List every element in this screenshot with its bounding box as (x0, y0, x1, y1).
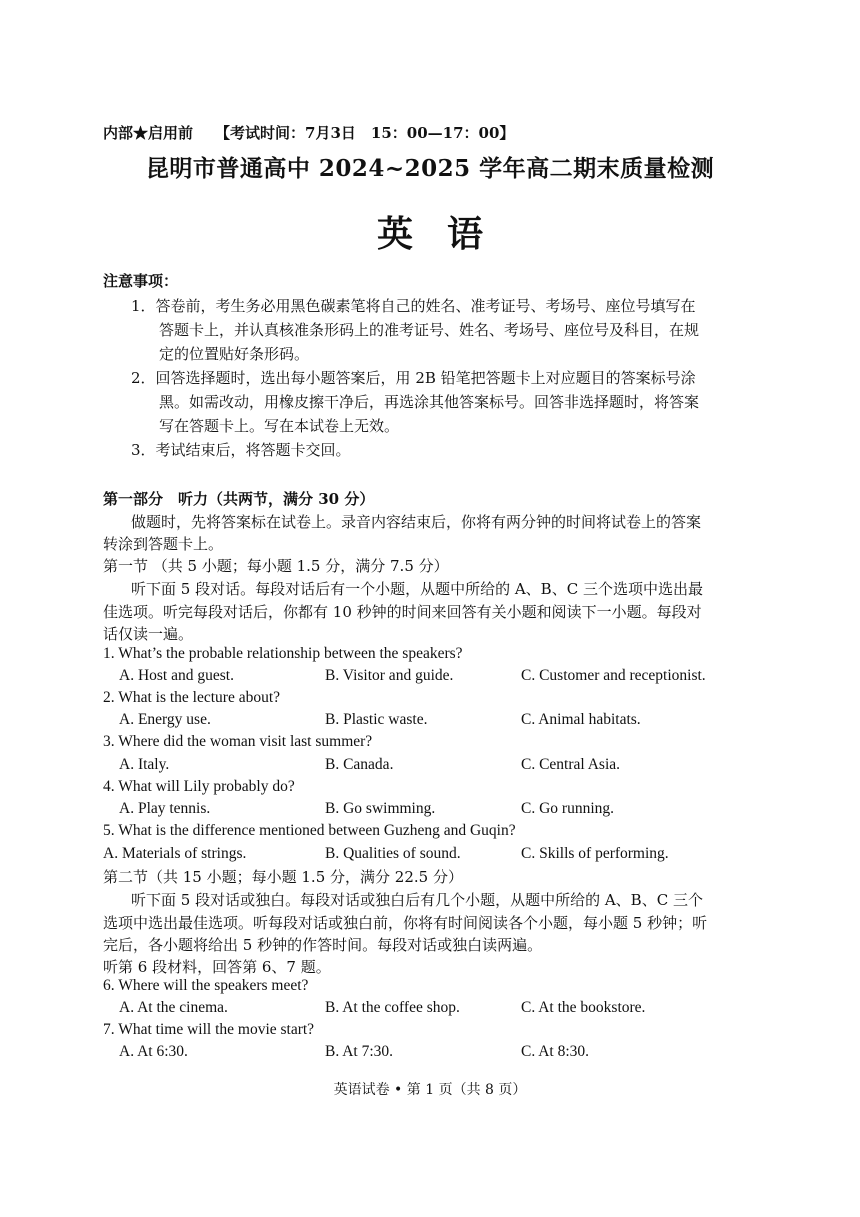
option-a: A. At 6:30. (119, 1043, 188, 1060)
question-stem: 4. What will Lily probably do? (103, 778, 295, 795)
option-c: C. Go running. (521, 800, 614, 817)
option-a: A. Energy use. (119, 711, 211, 728)
option-b: B. Qualities of sound. (325, 845, 461, 862)
question-stem: 1. What’s the probable relationship between the speakers? (103, 645, 463, 662)
option-a: A. Italy. (119, 756, 170, 773)
option-c: C. At the bookstore. (521, 999, 646, 1016)
confidential-label: 内部★启用前 (103, 124, 194, 142)
question-stem: 5. What is the difference mentioned between Guzheng and Guqin? (103, 822, 516, 839)
exam-header (103, 122, 514, 143)
question-stem: 3. Where did the woman visit last summer? (103, 733, 373, 750)
option-c: C. Skills of performing. (521, 845, 669, 862)
option-b: B. Visitor and guide. (325, 667, 454, 684)
question-stem: 7. What time will the movie start? (103, 1021, 315, 1038)
part1-heading: 第一部分 听力（共两节，满分 30 分） (103, 490, 375, 508)
section2-instruction: 完后，各小题将给出 5 秒钟的作答时间。每段对话或独白读两遍。 (103, 936, 543, 954)
section1-instruction: 听下面 5 段对话。每段对话后有一个小题，从题中所给的 A、B、C 三个选项中选出最 (131, 580, 703, 598)
option-b: B. At 7:30. (325, 1043, 394, 1060)
notice-line: 3．考试结束后，将答题卡交回。 (131, 441, 351, 459)
part1-instruction: 转涂到答题卡上。 (103, 535, 224, 553)
exam-time: 【考试时间：7月3日 15：00—17：00】 (215, 124, 515, 142)
question-stem: 6. Where will the speakers meet? (103, 977, 309, 994)
notice-line: 2．回答选择题时，选出每小题答案后，用 2B 铅笔把答题卡上对应题目的答案标号涂 (131, 369, 696, 387)
section1-instruction: 话仅读一遍。 (103, 625, 194, 643)
option-c: C. Customer and receptionist. (521, 667, 706, 684)
subject-title: 英语 (376, 213, 517, 255)
notice-heading: 注意事项： (103, 272, 179, 290)
option-b: B. At the coffee shop. (325, 999, 460, 1016)
option-a: A. At the cinema. (119, 999, 228, 1016)
notice-line: 答题卡上，并认真核准条形码上的准考证号、姓名、考场号、座位号及科目，在规 (159, 321, 700, 339)
section1-heading: 第一节 （共 5 小题；每小题 1.5 分，满分 7.5 分） (103, 557, 449, 575)
option-b: B. Go swimming. (325, 800, 436, 817)
option-a: A. Play tennis. (119, 800, 211, 817)
page-footer: 英语试卷 • 第 1 页（共 8 页） (333, 1082, 527, 1098)
option-c: C. Central Asia. (521, 756, 621, 773)
option-a: A. Materials of strings. (103, 845, 247, 862)
notice-line: 黑。如需改动，用橡皮擦干净后，再选涂其他答案标号。回答非选择题时，将答案 (159, 393, 700, 411)
section1-instruction: 佳选项。听完每段对话后，你都有 10 秒钟的时间来回答有关小题和阅读下一小题。每段对 (103, 603, 702, 621)
notice-line: 1．答卷前，考生务必用黑色碳素笔将自己的姓名、准考证号、考场号、座位号填写在 (131, 297, 696, 315)
option-c: C. At 8:30. (521, 1043, 590, 1060)
option-b: B. Plastic waste. (325, 711, 428, 728)
exam-title: 昆明市普通高中 2024~2025 学年高二期末质量检测 (145, 155, 715, 182)
section2-instruction: 听下面 5 段对话或独白。每段对话或独白后有几个小题，从题中所给的 A、B、C 三个 (131, 891, 703, 909)
section2-heading: 第二节（共 15 小题；每小题 1.5 分，满分 22.5 分） (103, 868, 463, 886)
option-c: C. Animal habitats. (521, 711, 641, 728)
material-note: 听第 6 段材料，回答第 6、7 题。 (103, 958, 331, 976)
notice-line: 定的位置贴好条形码。 (159, 345, 310, 363)
option-b: B. Canada. (325, 756, 394, 773)
question-stem: 2. What is the lecture about? (103, 689, 281, 706)
section2-instruction: 选项中选出最佳选项。听每段对话或独白前，你将有时间阅读各个小题，每小题 5 秒钟；听 (103, 914, 708, 932)
notice-line: 写在答题卡上。写在本试卷上无效。 (159, 417, 400, 435)
option-a: A. Host and guest. (119, 667, 234, 684)
part1-instruction: 做题时，先将答案标在试卷上。录音内容结束后，你将有两分钟的时间将试卷上的答案 (131, 513, 702, 531)
